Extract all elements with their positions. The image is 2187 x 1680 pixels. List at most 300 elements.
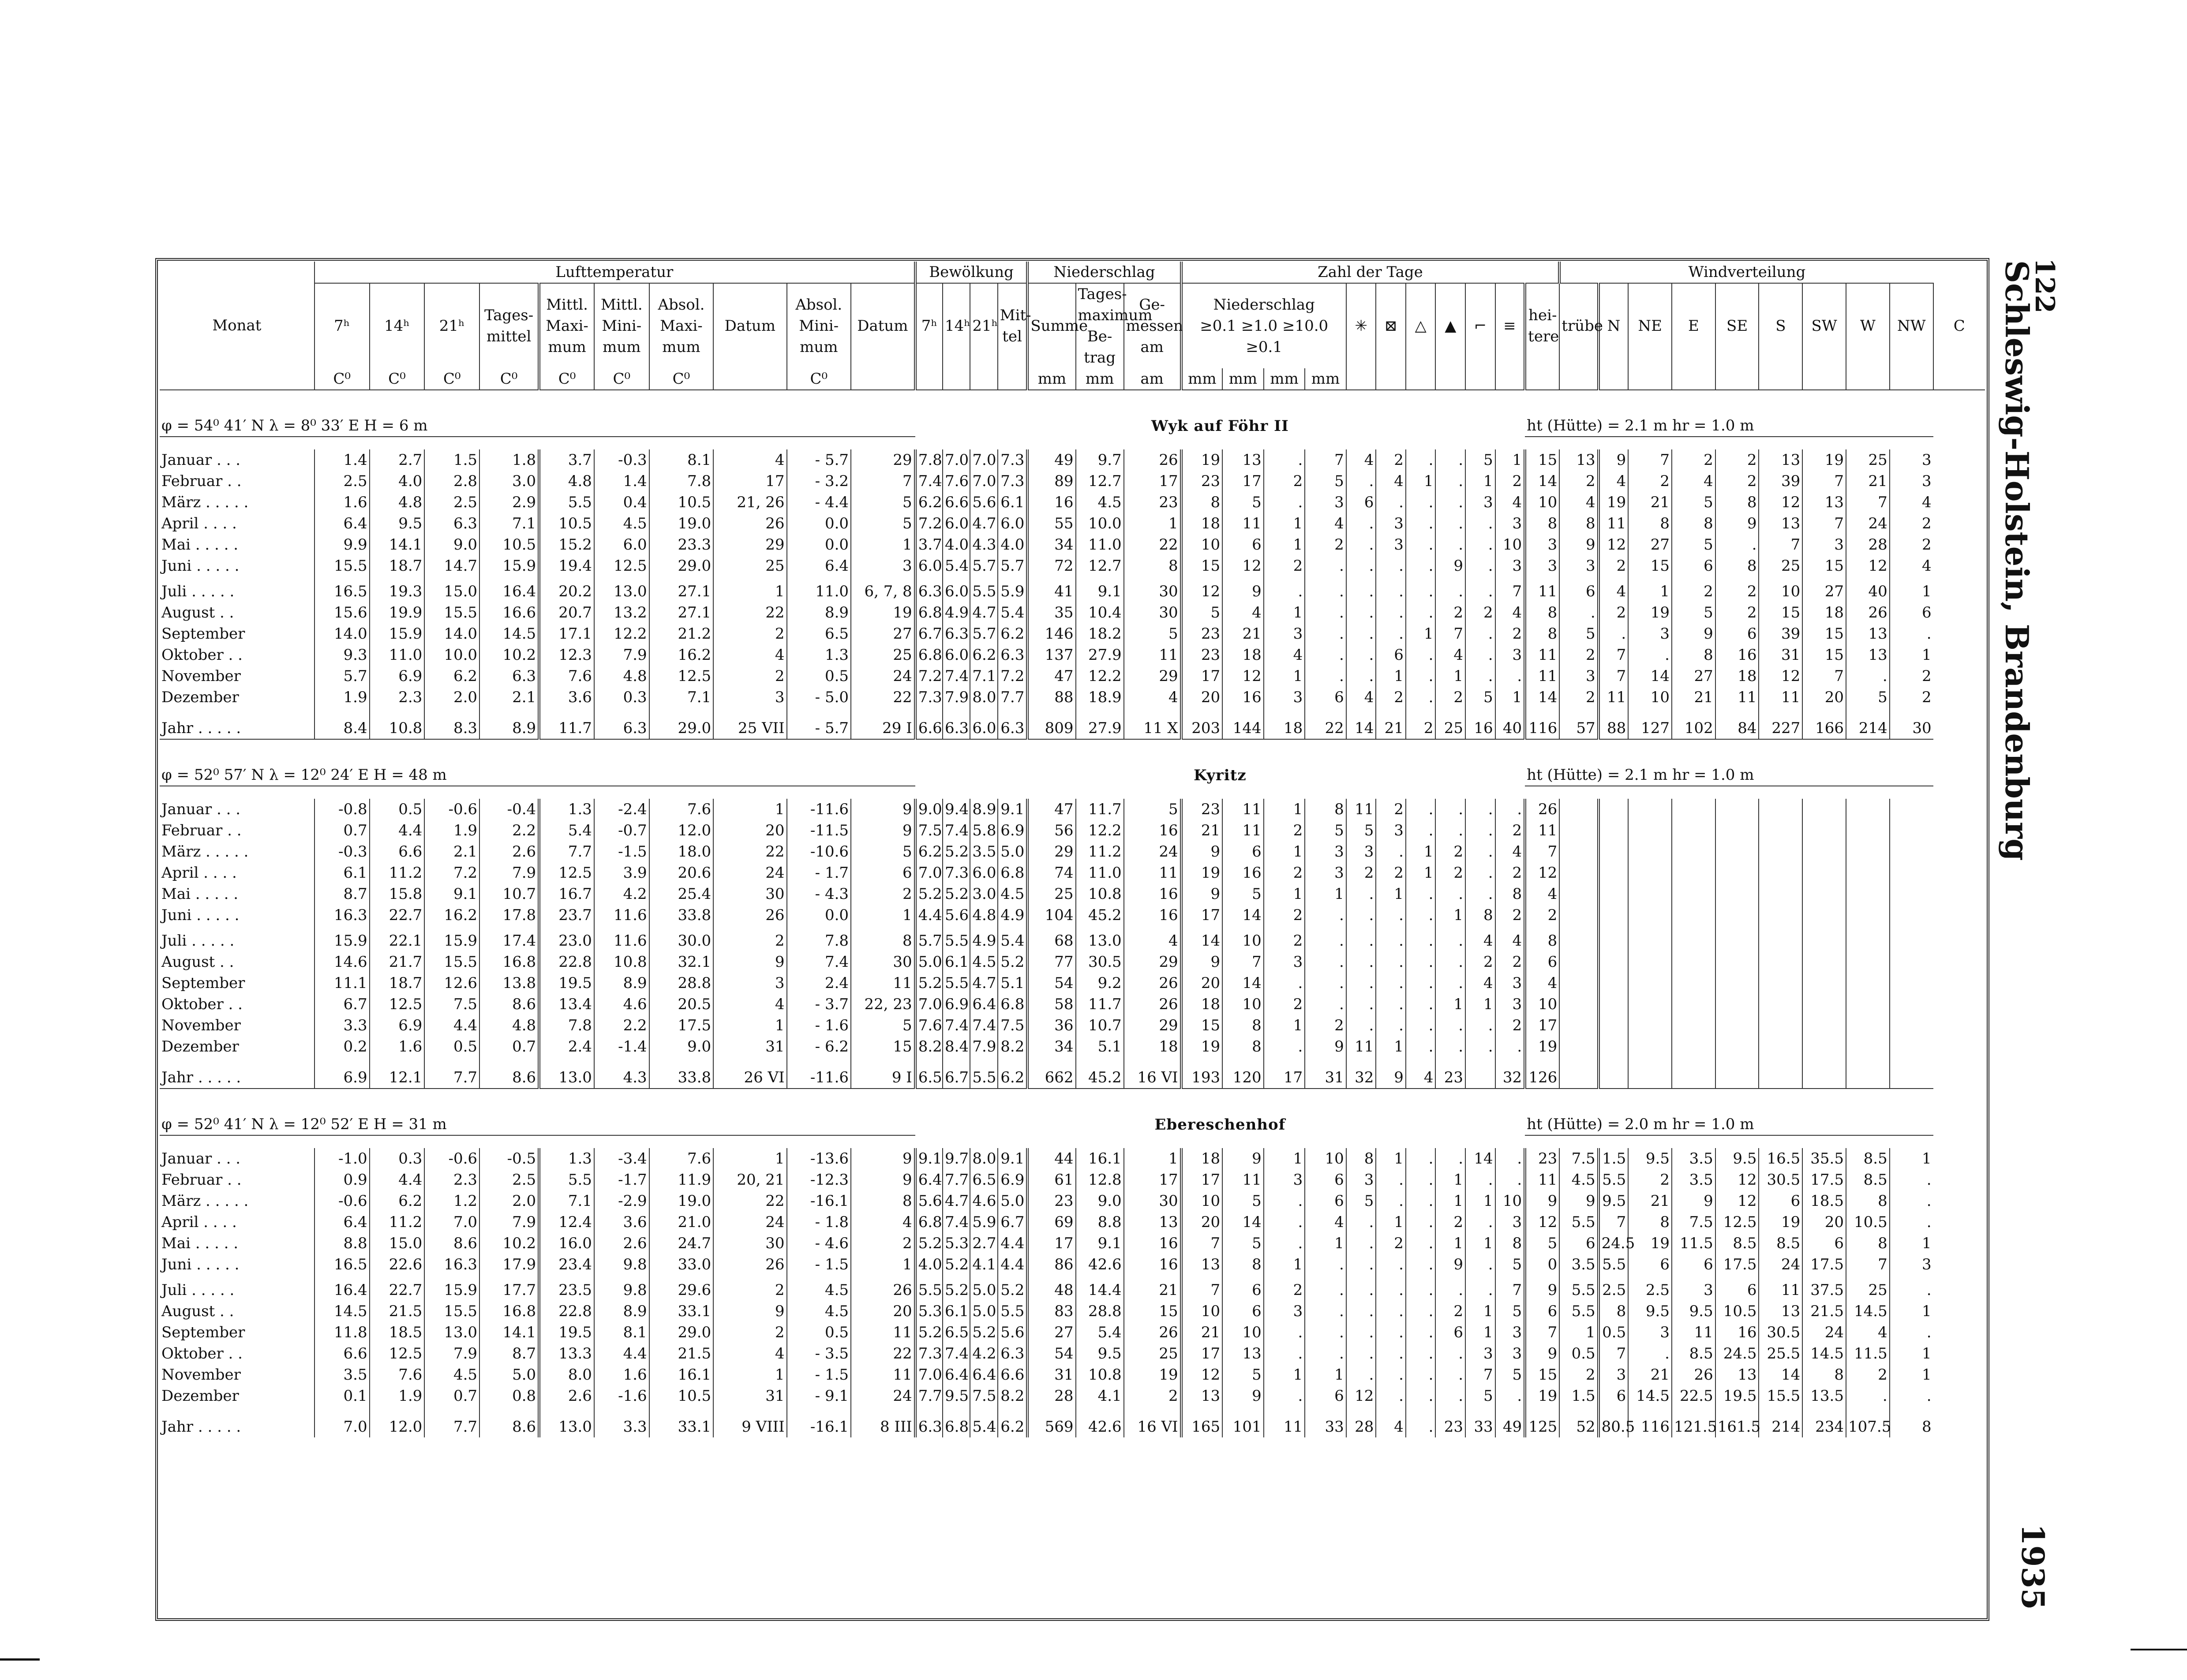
data-cell: 6.0 (943, 576, 970, 602)
data-cell: 8 (1715, 555, 1759, 576)
data-cell: 4 (1346, 449, 1376, 471)
data-cell: 3 (1346, 841, 1376, 862)
data-cell: - 5.7 (787, 449, 851, 471)
data-cell (1559, 820, 1598, 841)
data-cell: 2.6 (594, 1233, 649, 1254)
data-cell: 7.9 (970, 1036, 997, 1057)
data-cell: 19 (1525, 1385, 1559, 1407)
data-cell: 9.1 (1076, 1233, 1124, 1254)
data-cell: 8.2 (915, 1036, 943, 1057)
col-niederschlag-days (1181, 283, 1346, 368)
data-cell: 16.4 (315, 1275, 370, 1301)
data-cell: 2 (1559, 687, 1598, 708)
data-cell: 4.0 (370, 471, 425, 492)
data-cell: 6.1 (998, 492, 1028, 513)
data-cell: 22.8 (539, 1301, 594, 1322)
data-cell: 2 (1525, 905, 1559, 926)
data-cell: 23.7 (539, 905, 594, 926)
data-cell: 4 (1890, 555, 1933, 576)
data-cell: 26 (1525, 799, 1559, 820)
data-cell: 11 (1759, 1275, 1802, 1301)
data-cell (1846, 1036, 1890, 1057)
data-cell: 5.6 (970, 492, 997, 513)
data-cell: 20 (1802, 1212, 1846, 1233)
data-cell: 3 (1264, 1169, 1305, 1190)
data-cell (1672, 951, 1715, 973)
data-cell: 12.4 (539, 1212, 594, 1233)
month-label: Oktober . . (161, 995, 243, 1013)
data-cell: 5.5 (1599, 1169, 1629, 1190)
data-cell: . (1435, 1343, 1465, 1364)
col-datum2: Datum (851, 283, 915, 368)
table-row (160, 883, 1985, 905)
data-cell (1759, 1057, 1802, 1089)
data-cell: 5.2 (998, 1275, 1028, 1301)
data-cell: . (1406, 905, 1436, 926)
unit-cell: C⁰ (370, 368, 425, 390)
data-cell (1890, 862, 1933, 883)
col-wind-nw: NW (1890, 283, 1933, 368)
data-cell: . (1406, 1212, 1436, 1233)
data-cell: 1 (1305, 883, 1346, 905)
data-cell: 16.4 (479, 576, 539, 602)
data-cell: 9 (1222, 576, 1264, 602)
data-cell: 7 (1181, 1233, 1223, 1254)
data-cell: 9 (1559, 1190, 1598, 1212)
data-cell: . (1406, 513, 1436, 534)
data-cell: . (1435, 492, 1465, 513)
data-cell: . (1264, 1343, 1305, 1364)
data-cell (1890, 1036, 1933, 1057)
data-cell: 5.9 (970, 1212, 997, 1233)
data-cell: 14 (1346, 708, 1376, 739)
schnee-icon: ✳ (1346, 283, 1376, 368)
data-cell (1890, 973, 1933, 994)
data-cell: 15.5 (1759, 1385, 1802, 1407)
data-cell: 6.3 (594, 708, 649, 739)
data-cell: 9 (851, 820, 915, 841)
table-row (160, 644, 1985, 666)
data-cell: 8.6 (479, 1057, 539, 1089)
data-cell: 29.0 (649, 708, 714, 739)
data-cell: 5.0 (998, 841, 1028, 862)
data-cell: 11.7 (1076, 799, 1124, 820)
data-cell: 10 (1495, 534, 1525, 555)
data-cell: . (1435, 1036, 1465, 1057)
table-row (160, 576, 1985, 602)
data-cell: 5.5 (915, 1275, 943, 1301)
data-cell (1846, 905, 1890, 926)
data-cell: . (1435, 513, 1465, 534)
data-cell: 10 (1525, 492, 1559, 513)
data-cell: . (1465, 513, 1495, 534)
data-cell: 8.2 (998, 1385, 1028, 1407)
data-cell: 3 (1305, 841, 1346, 862)
data-cell: 0.5 (787, 666, 851, 687)
data-cell: 5.0 (915, 951, 943, 973)
data-cell: 144 (1222, 708, 1264, 739)
data-cell: 3 (1305, 862, 1346, 883)
data-cell: 23 (1027, 1190, 1075, 1212)
data-cell: 3 (1890, 471, 1933, 492)
data-cell: 12 (1346, 1385, 1376, 1407)
data-cell: 7.9 (424, 1343, 479, 1364)
data-cell: 26 (1124, 994, 1181, 1015)
data-cell: 24 (713, 862, 786, 883)
data-cell: 5.4 (1076, 1322, 1124, 1343)
data-cell: 15.5 (315, 555, 370, 576)
data-cell: 5 (1346, 1190, 1376, 1212)
data-cell: 6 (1346, 492, 1376, 513)
data-cell: 116 (1525, 708, 1559, 739)
data-cell: 0.1 (315, 1385, 370, 1407)
data-cell: 23 (1181, 623, 1223, 644)
data-cell (1559, 1015, 1598, 1036)
month-label: Dezember (161, 1038, 239, 1055)
col-wind-se: SE (1715, 283, 1759, 368)
data-cell: 27.9 (1076, 644, 1124, 666)
data-cell: 19.0 (649, 1190, 714, 1212)
data-cell: 1 (1495, 687, 1525, 708)
data-cell: - 6.2 (787, 1036, 851, 1057)
data-cell: 1 (1124, 513, 1181, 534)
data-cell: 7.4 (943, 820, 970, 841)
station-name: Kyritz (915, 739, 1525, 786)
data-cell: . (1435, 576, 1465, 602)
data-cell: 6 (1890, 602, 1933, 623)
data-cell: . (1346, 1233, 1376, 1254)
data-cell: 6.1 (315, 862, 370, 883)
table-row (160, 820, 1985, 841)
data-cell: 25.5 (1759, 1343, 1802, 1364)
data-cell: 2 (1465, 951, 1495, 973)
data-cell: 9.5 (943, 1385, 970, 1407)
data-cell: . (1465, 883, 1495, 905)
data-cell: 2 (1890, 534, 1933, 555)
data-cell: 24 (713, 1212, 786, 1233)
month-label: Juli . . . . . (161, 932, 235, 950)
data-cell: 22 (1124, 534, 1181, 555)
data-cell: . (1406, 1364, 1436, 1385)
spacer-row (160, 786, 1985, 799)
month-label: Februar . . (161, 822, 242, 839)
data-cell: 2 (851, 1233, 915, 1254)
data-cell: 9.5 (1672, 1301, 1715, 1322)
data-cell: 26 (1672, 1364, 1715, 1385)
data-cell: 68 (1027, 926, 1075, 951)
table-row (160, 862, 1985, 883)
data-cell: . (1305, 555, 1346, 576)
data-cell: 2 (713, 1322, 786, 1343)
data-cell: 9.7 (943, 1148, 970, 1169)
data-cell: 0 (1525, 1254, 1559, 1275)
data-cell: 52 (1559, 1407, 1598, 1437)
data-cell: 0.9 (315, 1169, 370, 1190)
windverteilung-header: Windverteilung (1559, 262, 1933, 283)
data-cell: 4 (1222, 602, 1264, 623)
data-cell: . (1890, 1275, 1933, 1301)
data-cell: 5 (1495, 1364, 1525, 1385)
data-cell: 47 (1027, 666, 1075, 687)
data-cell: 7 (1599, 1212, 1629, 1233)
data-cell: 13 (1846, 623, 1890, 644)
unit-cell: mm (1222, 368, 1264, 390)
data-cell: 11 (1346, 1036, 1376, 1057)
data-cell: 57 (1559, 708, 1598, 739)
data-cell: 8 (1525, 513, 1559, 534)
data-cell: 18.5 (370, 1322, 425, 1343)
data-cell: 1 (1264, 534, 1305, 555)
data-cell: 3.5 (1672, 1148, 1715, 1169)
data-cell: 6.0 (594, 534, 649, 555)
data-cell: 86 (1027, 1254, 1075, 1275)
data-cell: 10 (1305, 1148, 1346, 1169)
data-cell: . (1376, 555, 1406, 576)
data-cell: 3 (1525, 555, 1559, 576)
data-cell: 21, 26 (713, 492, 786, 513)
data-cell: 8.0 (970, 687, 997, 708)
spacer-cell (160, 786, 1933, 799)
data-cell: 2.4 (787, 973, 851, 994)
month-label: April . . . . (161, 1213, 237, 1231)
col-wind-ne: NE (1628, 283, 1672, 368)
data-cell (1890, 799, 1933, 820)
data-cell: 12 (1222, 555, 1264, 576)
data-cell: 7.7 (998, 687, 1028, 708)
data-cell: . (1890, 1385, 1933, 1407)
data-cell: 6.0 (970, 862, 997, 883)
data-cell: 0.3 (594, 687, 649, 708)
data-cell: . (1406, 687, 1436, 708)
data-cell: 7.4 (915, 471, 943, 492)
table-row (160, 905, 1985, 926)
data-cell: . (1406, 1036, 1436, 1057)
data-cell: 4.2 (970, 1343, 997, 1364)
data-cell: 12 (1846, 555, 1890, 576)
data-cell: 9.8 (594, 1254, 649, 1275)
data-cell: 3 (1559, 555, 1598, 576)
data-cell: 11.6 (594, 905, 649, 926)
data-cell: 9.7 (1076, 449, 1124, 471)
col-heitere: hei-tere (1525, 283, 1559, 368)
unit-cell (1465, 368, 1495, 390)
data-cell: 9 (1525, 1275, 1559, 1301)
data-cell: 8.9 (970, 799, 997, 820)
data-cell: 5.2 (970, 1322, 997, 1343)
data-cell: 14.0 (424, 623, 479, 644)
data-cell: 11 (851, 1364, 915, 1385)
data-cell: 2 (1264, 905, 1305, 926)
data-cell (1559, 994, 1598, 1015)
data-cell: 4 (713, 994, 786, 1015)
data-cell: 11.9 (649, 1169, 714, 1190)
table-row (160, 1233, 1985, 1254)
data-cell: 2 (1559, 471, 1598, 492)
data-cell: 2 (1305, 534, 1346, 555)
data-cell (1628, 883, 1672, 905)
data-cell (1599, 883, 1629, 905)
table-row (160, 687, 1985, 708)
data-cell: 2 (1406, 708, 1436, 739)
data-cell: 8.5 (1846, 1169, 1890, 1190)
data-cell: 6.4 (787, 555, 851, 576)
data-cell: . (1406, 1322, 1436, 1343)
table-row (160, 1254, 1985, 1275)
data-cell (1599, 1057, 1629, 1089)
data-cell: 7.0 (915, 862, 943, 883)
table-row (160, 841, 1985, 862)
month-label: Juni . . . . . (161, 557, 240, 575)
data-cell: . (1376, 1169, 1406, 1190)
data-cell: 6 (1559, 576, 1598, 602)
data-cell: . (1435, 1275, 1465, 1301)
data-cell: 4.0 (998, 534, 1028, 555)
data-cell: 3 (1890, 449, 1933, 471)
data-cell: 5.5 (970, 1057, 997, 1089)
data-cell: . (1346, 534, 1376, 555)
month-label: Oktober . . (161, 646, 243, 664)
data-cell: 6.0 (943, 513, 970, 534)
data-cell: . (1264, 1212, 1305, 1233)
data-cell: 4.1 (1076, 1385, 1124, 1407)
data-cell: 1.5 (424, 449, 479, 471)
table-row (160, 1190, 1985, 1212)
data-cell: 11.0 (370, 644, 425, 666)
data-cell: 7.0 (915, 1364, 943, 1385)
data-cell: 5.7 (970, 555, 997, 576)
data-cell: 5 (1222, 1364, 1264, 1385)
data-cell: -11.6 (787, 1057, 851, 1089)
data-cell: 22, 23 (851, 994, 915, 1015)
data-cell: 21.2 (649, 623, 714, 644)
data-cell: 24.5 (1599, 1233, 1629, 1254)
data-cell: 16.2 (649, 644, 714, 666)
data-cell: 5 (1181, 602, 1223, 623)
data-cell: -0.7 (594, 820, 649, 841)
data-cell (1759, 1015, 1802, 1036)
data-cell: 1 (1264, 1148, 1305, 1169)
data-cell (1759, 1036, 1802, 1057)
data-cell: 3 (1495, 555, 1525, 576)
data-cell: 1 (713, 1148, 786, 1169)
data-cell: 17 (1124, 471, 1181, 492)
data-cell: 13.3 (539, 1343, 594, 1364)
data-cell: 19 (1599, 492, 1629, 513)
data-cell: 6.6 (315, 1343, 370, 1364)
data-cell: 5.5 (998, 1301, 1028, 1322)
data-cell: 19 (851, 602, 915, 623)
data-cell: 17 (1181, 1343, 1223, 1364)
data-cell: 6.9 (370, 1015, 425, 1036)
station-coordinates: φ = 54⁰ 41′ N λ = 8⁰ 33′ E H = 6 m (160, 390, 915, 437)
data-cell: 8 (1525, 602, 1559, 623)
col-t14: 14ʰ (370, 283, 425, 368)
data-cell (1759, 820, 1802, 841)
data-cell: 21.0 (649, 1212, 714, 1233)
data-cell: 1 (851, 905, 915, 926)
data-cell: 25 (1759, 555, 1802, 576)
data-cell: 10 (1525, 994, 1559, 1015)
data-cell: 24 (1759, 1254, 1802, 1275)
data-cell: 2 (1599, 555, 1629, 576)
data-cell: 6 (1628, 1254, 1672, 1275)
data-cell: 17 (1181, 1169, 1223, 1190)
data-cell (1672, 841, 1715, 862)
data-cell: 6.9 (943, 994, 970, 1015)
data-cell: 18 (1222, 644, 1264, 666)
data-cell: 26 (713, 513, 786, 534)
data-cell: . (1406, 602, 1436, 623)
data-cell (1628, 951, 1672, 973)
data-cell: 3.0 (479, 471, 539, 492)
col-b14: 14ʰ (943, 283, 970, 368)
data-cell: 30.5 (1759, 1322, 1802, 1343)
data-cell: 6.2 (370, 1190, 425, 1212)
data-cell: 30.5 (1076, 951, 1124, 973)
data-cell: 22.7 (370, 1275, 425, 1301)
data-cell: 4.4 (370, 820, 425, 841)
data-cell (1599, 862, 1629, 883)
data-cell: . (1435, 1015, 1465, 1036)
data-cell (1846, 1057, 1890, 1089)
data-cell: 6.7 (998, 1212, 1028, 1233)
data-cell: 10 (1628, 687, 1672, 708)
data-cell: 1 (1890, 1301, 1933, 1322)
data-cell: 16 (1465, 708, 1495, 739)
data-cell: 21 (1628, 492, 1672, 513)
data-cell: 7 (1305, 449, 1346, 471)
table-row (160, 1015, 1985, 1036)
data-cell: 16.3 (424, 1254, 479, 1275)
data-cell: 23.4 (539, 1254, 594, 1275)
data-cell: 25 (713, 555, 786, 576)
data-cell: 3 (851, 555, 915, 576)
data-cell: 6.3 (943, 708, 970, 739)
data-cell: 2 (1435, 862, 1465, 883)
data-cell: 10.7 (479, 883, 539, 905)
data-cell: 9.0 (424, 534, 479, 555)
data-cell: 8 (1305, 799, 1346, 820)
data-cell: 18.7 (370, 973, 425, 994)
data-cell: 0.7 (315, 820, 370, 841)
data-cell: . (1406, 576, 1436, 602)
data-cell (1599, 905, 1629, 926)
data-cell: 3 (1628, 623, 1672, 644)
data-cell: . (1435, 449, 1465, 471)
data-cell: 2 (1435, 687, 1465, 708)
gewitter-icon: ⌐ (1465, 283, 1495, 368)
data-cell: 19.9 (370, 602, 425, 623)
data-cell: 19.0 (649, 513, 714, 534)
data-cell: 11.2 (370, 1212, 425, 1233)
data-cell: 5 (1222, 1233, 1264, 1254)
data-cell: 6 (1222, 1275, 1264, 1301)
data-cell: 6.7 (315, 994, 370, 1015)
unit-cell (1890, 368, 1933, 390)
data-cell: 7 (1435, 623, 1465, 644)
data-cell: . (1406, 951, 1436, 973)
data-cell: 1 (1890, 1148, 1933, 1169)
data-cell: - 1.5 (787, 1254, 851, 1275)
table-row (160, 799, 1985, 820)
data-cell: 8 (851, 926, 915, 951)
data-cell: 4.5 (1076, 492, 1124, 513)
data-cell: 20 (1181, 1212, 1223, 1233)
data-cell: 12.5 (370, 1343, 425, 1364)
data-cell: 8 III (851, 1407, 915, 1437)
data-cell: 7.1 (970, 666, 997, 687)
data-cell: 2 (1495, 862, 1525, 883)
